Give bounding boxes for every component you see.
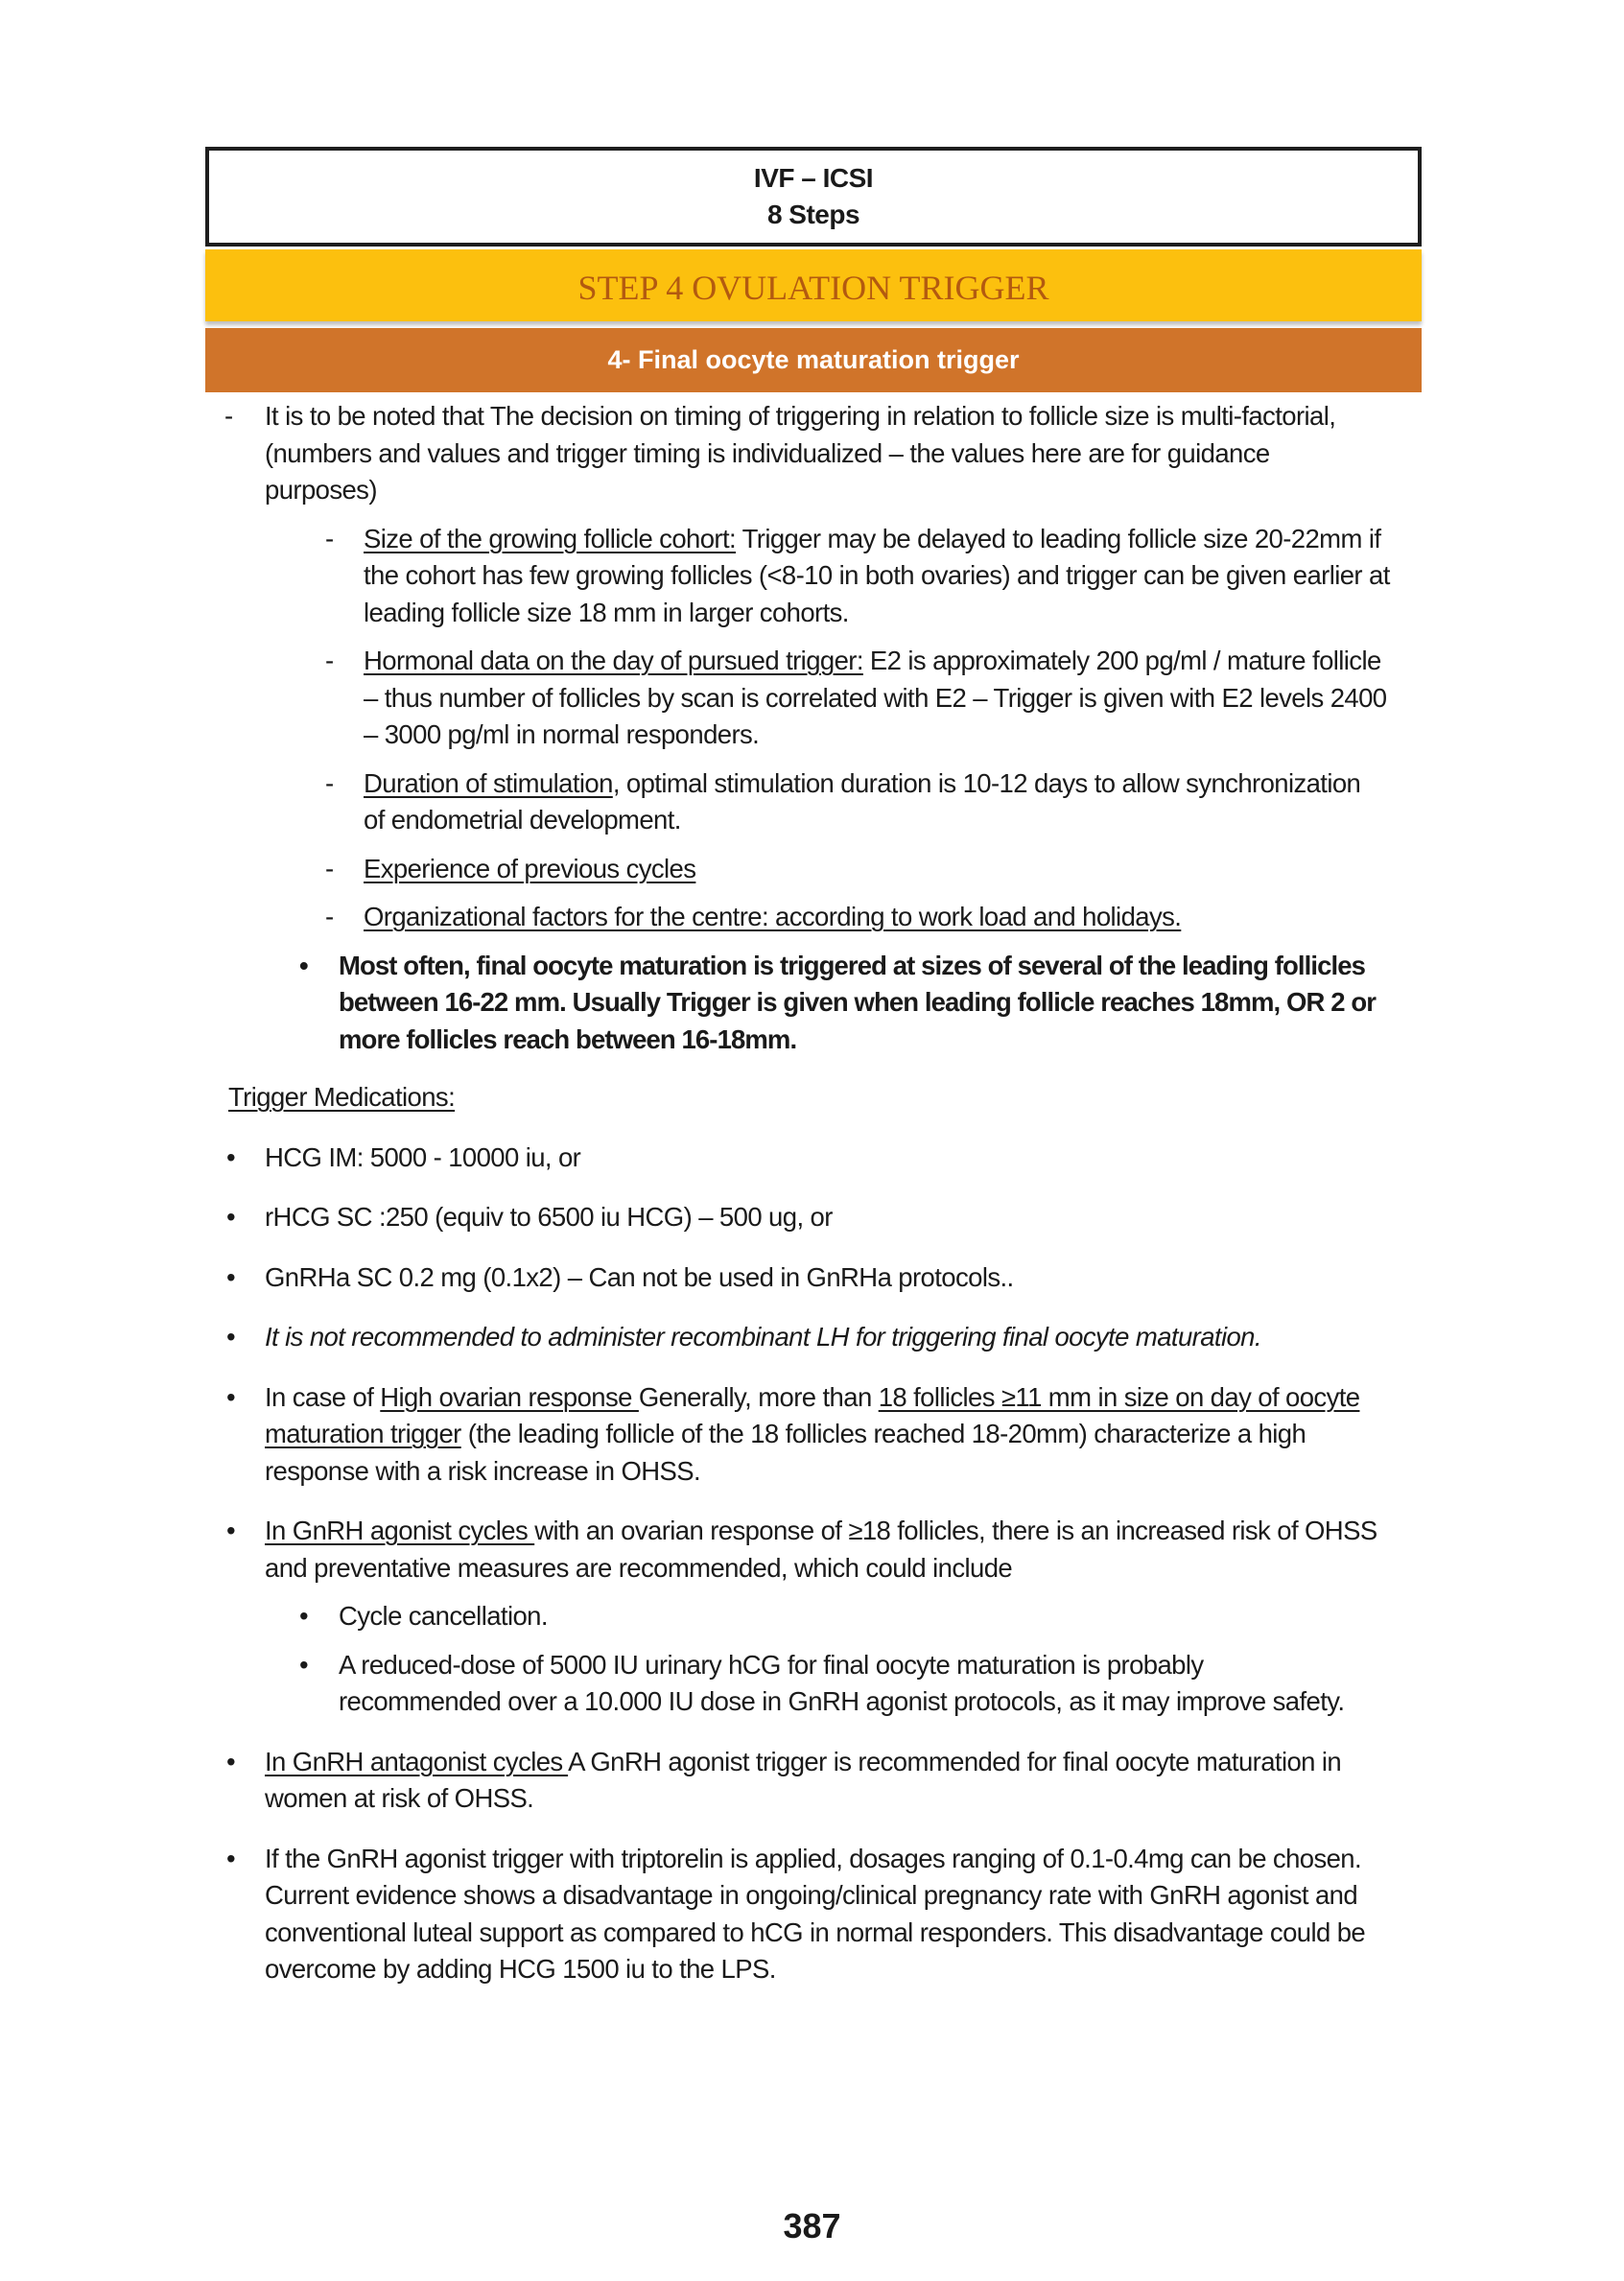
bullet-marker: • <box>226 1843 236 1873</box>
factor-item <box>205 851 1422 888</box>
intro-paragraph <box>205 398 1422 509</box>
factor-item <box>205 521 1422 632</box>
factor-item <box>205 765 1422 839</box>
factor-text: , optimal stimulation duration is 10-12 days to allow synchronization of endometrial development. <box>364 767 1361 835</box>
page-number: 387 <box>783 2206 841 2246</box>
factor-label: Size of the growing follicle cohort: <box>364 523 737 553</box>
bullet-marker: • <box>226 1141 236 1172</box>
factor-label: Organizational factors for the centre: according to work load and holidays. <box>364 902 1182 931</box>
factor-label: Hormonal data on the day of pursued trigger: <box>364 646 863 675</box>
high-response-label: High ovarian response <box>380 1381 639 1412</box>
dash-marker: - <box>224 401 233 431</box>
bold-note <box>205 948 1422 1059</box>
bold-note-text: Most often, final oocyte maturation is triggered at sizes of several of the leading follicles between 16-22 mm. Usually Trigger is given when leading follicle reaches 18mm, OR 2 or more follicles reach between 16-18mm. <box>339 950 1377 1054</box>
title-line-1: IVF – ICSI <box>753 163 874 193</box>
sub-bullet-text: Cycle cancellation. <box>339 1601 548 1631</box>
follicle-criterion: 18 follicles ≥11 mm in size on day of oocyte maturation trigger <box>265 1381 1360 1448</box>
high-response-item <box>205 1379 1422 1491</box>
sub-bullet-item <box>205 1647 1422 1721</box>
text-fragment: (the leading follicle of the 18 follicles reached 18-20mm) characterize a high response with a risk increase in OHSS. <box>265 1419 1306 1486</box>
antagonist-cycles-text: A GnRH agonist trigger is recommended for final oocyte maturation in women at risk of OHSS. <box>265 1746 1342 1813</box>
antagonist-cycles-label: In GnRH antagonist cycles <box>265 1746 569 1776</box>
bullet-marker: • <box>226 1746 236 1776</box>
medication-item <box>205 1319 1422 1356</box>
agonist-cycles-item <box>205 1513 1422 1587</box>
factor-item <box>205 899 1422 936</box>
section-banner: 4- Final oocyte maturation trigger <box>205 328 1422 392</box>
text-fragment: Generally, more than <box>638 1381 879 1412</box>
medication-item <box>205 1140 1422 1177</box>
bullet-marker: • <box>226 1322 236 1352</box>
title-line-2: 8 Steps <box>766 200 860 229</box>
bullet-marker: • <box>299 1601 309 1631</box>
body-text <box>205 398 1422 1988</box>
medication-item <box>205 1199 1422 1236</box>
medication-text: It is not recommended to administer recombinant LH for triggering final oocyte maturation. <box>265 1322 1261 1352</box>
factor-label: Experience of previous cycles <box>364 853 696 883</box>
dash-marker: - <box>325 523 334 553</box>
triptorelin-item <box>205 1841 1422 1988</box>
bullet-marker: • <box>226 1381 236 1412</box>
bullet-marker: • <box>226 1202 236 1232</box>
dash-marker: - <box>325 902 334 931</box>
medication-text: HCG IM: 5000 - 10000 iu, or <box>265 1141 581 1172</box>
intro-text: It is to be noted that The decision on timing of triggering in relation to follicle size is multi-factorial, (numbers and values and trigger timing is individualized – the values here are for guidance purposes) <box>265 401 1336 505</box>
bullet-marker: • <box>299 1649 309 1680</box>
agonist-cycles-label: In GnRH agonist cycles <box>265 1516 535 1545</box>
bullet-marker: • <box>299 950 308 980</box>
medications-heading-row <box>205 1079 1422 1117</box>
factor-text: E2 is approximately 200 pg/ml / mature follicle – thus number of follicles by scan is correlated with E2 – Trigger is given with E2 levels 2400 – 3000 pg/ml in normal responders. <box>364 646 1387 749</box>
dash-marker: - <box>325 767 334 798</box>
triptorelin-text: If the GnRH agonist trigger with triptorelin is applied, dosages ranging of 0.1-0.4mg can be chosen. Current evidence shows a disadvantage in ongoing/clinical pregnancy rate with GnRH agonist and conventional luteal support as compared to hCG in normal responders. This disadvantage could be overcome by adding HCG 1500 iu to the LPS. <box>265 1843 1366 1984</box>
document-title-box <box>205 147 1422 247</box>
medication-text: rHCG SC :250 (equiv to 6500 iu HCG) – 500 ug, or <box>265 1202 833 1232</box>
page-content <box>205 147 1422 1988</box>
medication-text: GnRHa SC 0.2 mg (0.1x2) – Can not be used in GnRHa protocols.. <box>265 1261 1014 1292</box>
sub-bullet-item <box>205 1598 1422 1635</box>
sub-bullet-text: A reduced-dose of 5000 IU urinary hCG for final oocyte maturation is probably recommended over a 10.000 IU dose in GnRH agonist protocols, as it may improve safety. <box>339 1649 1345 1716</box>
agonist-cycles-text: with an ovarian response of ≥18 follicles, there is an increased risk of OHSS and preventative measures are recommended, which could include <box>265 1516 1377 1583</box>
antagonist-cycles-item <box>205 1744 1422 1818</box>
bullet-marker: • <box>226 1261 236 1292</box>
factor-item <box>205 643 1422 754</box>
factor-text: Trigger may be delayed to leading follicle size 20-22mm if the cohort has few growing follicles (<8-10 in both ovaries) and trigger can be given earlier at leading follicle size 18 mm in larger cohorts. <box>364 523 1390 627</box>
step-banner: STEP 4 OVULATION TRIGGER <box>205 249 1422 321</box>
text-fragment: In case of <box>265 1381 381 1412</box>
bullet-marker: • <box>226 1516 236 1545</box>
dash-marker: - <box>325 853 334 883</box>
medications-heading: Trigger Medications: <box>228 1082 456 1112</box>
dash-marker: - <box>325 646 334 675</box>
factor-label: Duration of stimulation <box>364 767 613 798</box>
medication-item <box>205 1259 1422 1297</box>
